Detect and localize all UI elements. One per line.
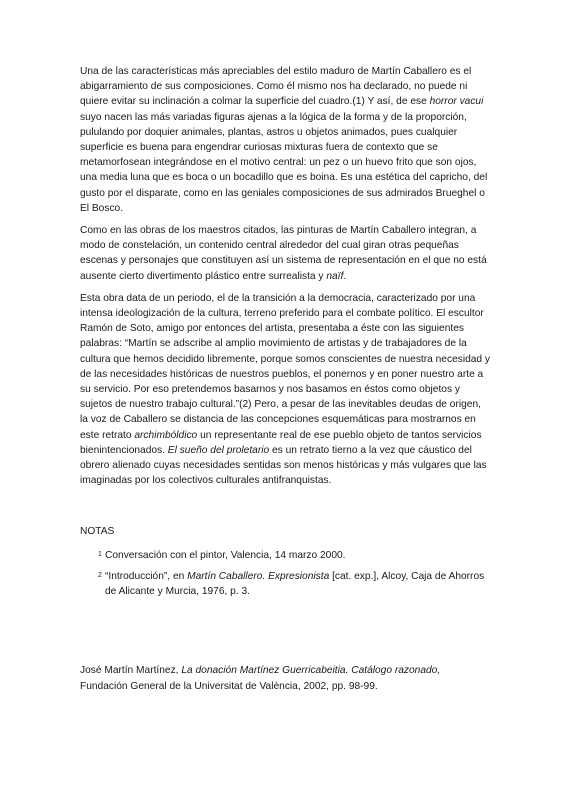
footnote-number: 1 [98,550,102,558]
source-citation: José Martín Martínez, La donación Martínez Guerricabeitia. Catálogo razonado, Fundación General de la Universitat de València, 2002, pp. 98-99. [80,665,441,692]
document-body [80,64,490,701]
emphasis-naif: naïf [326,270,344,282]
footnote-text: Conversación con el pintor, Valencia, 14 marzo 2000. [105,549,346,561]
footnote-2: 2 “Introducción”, en Martín Caballero. Expresionista [cat. exp.], Alcoy, Caja de Ahorros de Alicante y Murcia, 1976, p. 3. [98,570,485,598]
paragraph-1: Una de las características más apreciables del estilo maduro de Martín Caballero es el abigarramiento de sus composiciones. Como él mismo nos ha declarado, no puede ni quiere evitar su inclinación a colmar la superficie del cuadro.(1) Y así, de ese horror vacui suyo nacen las más variadas figuras ajenas a la lógica de la forma y de la proporción, pululando por doquier animales, plantas, astros u objetos animados, pues cualquier superficie es buena para engendrar curiosas mixturas fuera de contexto que se metamorfosean integrándose en el motivo central: un pez o un huevo frito que son ojos, una media luna que es boca o un bocadillo que es boina. Es una estética del capricho, del gusto por el disparate, como en las geniales composiciones de sus admirados Brueghel o El Bosco. [80,66,488,214]
footnote-1 [80,548,490,563]
paragraph-3: Esta obra data de un periodo, el de la transición a la democracia, caracterizado por una intensa ideologización de la cultura, terreno preferido para el combate político. El escultor Ramón de Soto, amigo por entonces del artista, presentaba a éste con las siguientes palabras: “Martín se adscribe al amplio movimiento de artistas y de trabajadores de la cultura que hemos decidido libremente, porque somos conscientes de nuestra necesidad y de las necesidades históricas de nuestros pueblos, el ponernos y en poner nuestro arte a su servicio. Por eso pretendemos basarnos y nos basamos en éstos como objetos y sujetos de nuestro trabajo cultural.”(2) Pero, a pesar de las inevitables deudas de origen, la voz de Caballero se distancia de las concepciones esquemáticas para mostrarnos en este retrato archimbóldico un representante real de ese pueblo objeto de tantos servicios bienintencionados. El sueño del proletario es un retrato tierno a la vez que cáustico del obrero alienado cuyas necesidades sentidas son menos históricas y más vulgares que las imaginadas por los colectivos culturales antifranquistas. [80,292,491,487]
notes-heading: NOTAS [80,526,115,538]
footnote-number: 2 [98,571,102,579]
emphasis-horror-vacui: horror vacui [429,96,484,108]
paragraph-2: Como en las obras de los maestros citados, las pinturas de Martín Caballero integran, a modo de constelación, un contenido central alrededor del cual giran otras pequeñas escenas y personajes que constituyen así un sistema de representación en el que no está ausente cierto divertimento plástico entre surrealista y naïf. [80,225,487,282]
emphasis-archimboldico: archimbóldico [134,429,198,441]
emphasis-artwork-title: El sueño del proletario [167,444,270,456]
source-book-title: La donación Martínez Guerricabeitia. Catálogo razonado, [181,665,441,677]
footnote-book-title: Martín Caballero. Expresionista [187,570,330,582]
